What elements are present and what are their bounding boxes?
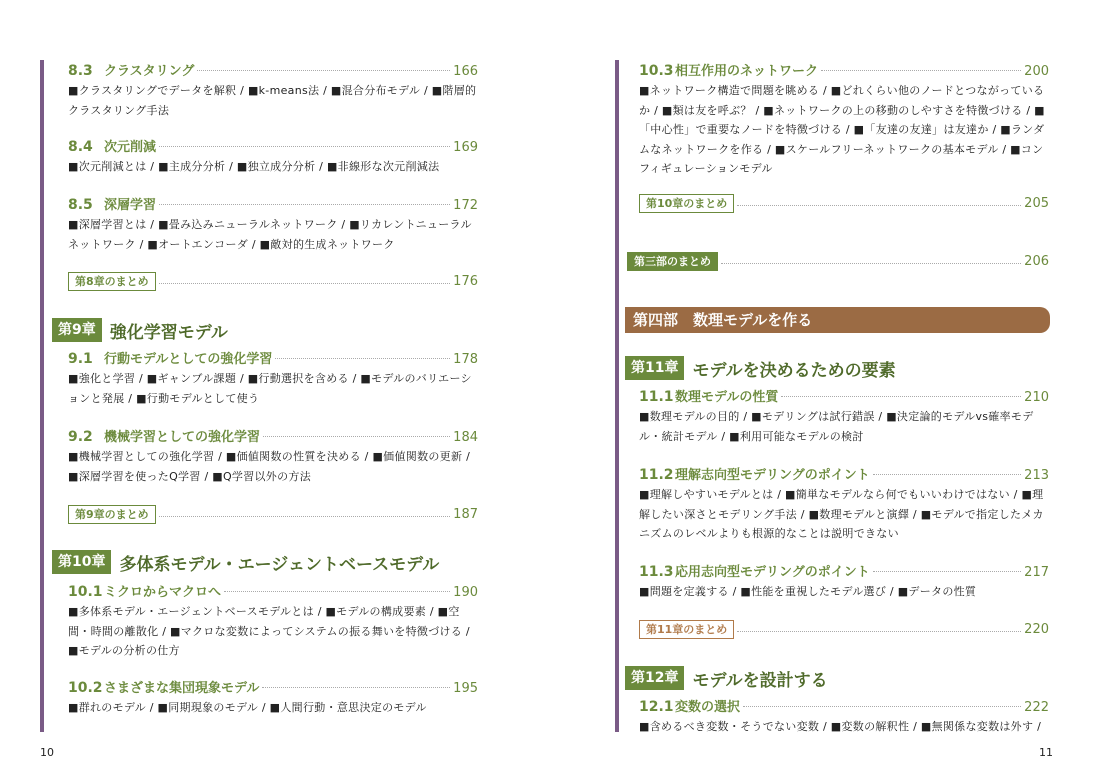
leader-dots <box>743 706 1021 707</box>
toc-section-8-3[interactable] <box>68 60 478 120</box>
section-topics: ■理解しやすいモデルとは / ■簡単なモデルなら何でもいいわけではない / ■理解したい深さとモデリング手法 / ■数理モデルと演繹 / ■モデルで指定したメカニズムのレベルよりも根源的なことは説明できない <box>639 488 1044 540</box>
summary-label: 第9章のまとめ <box>68 505 156 524</box>
toc-section-8-4[interactable] <box>68 136 478 177</box>
section-title: クラスタリング <box>104 64 195 79</box>
section-topics: ■深層学習とは / ■畳み込みニューラルネットワーク / ■リカレントニューラルネットワーク / ■オートエンコーダ / ■敵対的生成ネットワーク <box>68 218 472 251</box>
leader-dots <box>159 283 451 284</box>
leader-dots <box>262 687 450 688</box>
section-title: さまざまな集団現象モデル <box>104 681 260 696</box>
page-number: 169 <box>453 140 478 155</box>
page-number: 190 <box>453 585 478 600</box>
section-title: 理解志向型モデリングのポイント <box>675 468 870 483</box>
summary-part-3[interactable] <box>627 251 1049 271</box>
section-number: 12.1 <box>639 699 674 715</box>
leader-dots <box>224 591 450 592</box>
toc-section-8-5[interactable] <box>68 194 478 254</box>
folio-left: 10 <box>40 746 54 759</box>
page-number: 195 <box>453 681 478 696</box>
summary-label: 第11章のまとめ <box>639 620 734 639</box>
section-topics: ■ネットワーク構造で問題を眺める / ■どれくらい他のノードとつながっているか / ■類は友を呼ぶ？ / ■ネットワークの上の移動のしやすさを特徴づける / ■「中心性」で重要なノードを特徴づける / ■「友達の友達」は友達か / ■ランダムなネットワークを作る / ■スケールフリーネットワークの基本モデル / ■コンフィギュレーションモデル <box>639 84 1045 175</box>
chapter-heading-9[interactable] <box>52 317 228 343</box>
chapter-heading-10[interactable] <box>52 549 439 575</box>
leader-dots <box>275 358 450 359</box>
section-topics: ■強化と学習 / ■ギャンブル課題 / ■行動選択を含める / ■モデルのバリエーションと発展 / ■行動モデルとして使う <box>68 372 472 405</box>
section-topics: ■機械学習としての強化学習 / ■価値関数の性質を決める / ■価値関数の更新 / ■深層学習を使ったQ学習 / ■Q学習以外の方法 <box>68 450 471 483</box>
summary-label: 第8章のまとめ <box>68 272 156 291</box>
section-number: 10.1 <box>68 584 103 600</box>
section-topics: ■次元削減とは / ■主成分分析 / ■独立成分分析 / ■非線形な次元削減法 <box>68 160 440 173</box>
page-number: 213 <box>1024 468 1049 483</box>
chapter-label: 第11章 <box>625 356 684 380</box>
leader-dots <box>737 631 1021 632</box>
section-number: 8.4 <box>68 139 93 155</box>
page-number: 222 <box>1024 700 1049 715</box>
toc-section-9-2[interactable] <box>68 426 478 486</box>
page-number: 217 <box>1024 565 1049 580</box>
page-number: 220 <box>1024 621 1049 637</box>
section-topics: ■数理モデルの目的 / ■モデリングは試行錯誤 / ■決定論的モデルvs確率モデル・統計モデル / ■利用可能なモデルの検討 <box>639 410 1034 443</box>
section-topics: ■多体系モデル・エージェントベースモデルとは / ■モデルの構成要素 / ■空間・時間の離散化 / ■マクロな変数によってシステムの振る舞いを特徴づける / ■モデルの分析の仕方 <box>68 605 470 657</box>
section-title: 深層学習 <box>104 198 157 213</box>
chapter-label: 第12章 <box>625 666 684 690</box>
page-number: 176 <box>453 273 478 289</box>
section-number: 11.1 <box>639 389 674 405</box>
chapter-label: 第10章 <box>52 550 111 574</box>
section-topics: ■群れのモデル / ■同期現象のモデル / ■人間行動・意思決定のモデル <box>68 701 427 714</box>
section-title: ミクロからマクロへ <box>104 585 222 600</box>
toc-section-12-1[interactable] <box>639 696 1049 737</box>
section-number: 10.2 <box>68 680 103 696</box>
summary-chapter-11[interactable] <box>639 619 1049 639</box>
section-topics: ■問題を定義する / ■性能を重視したモデル選び / ■データの性質 <box>639 585 977 598</box>
section-number: 9.2 <box>68 429 93 445</box>
summary-label: 第10章のまとめ <box>639 194 734 213</box>
page-number: 187 <box>453 506 478 522</box>
page-number: 210 <box>1024 390 1049 405</box>
leader-dots <box>781 396 1021 397</box>
section-title: 行動モデルとしての強化学習 <box>104 352 273 367</box>
summary-chapter-10[interactable] <box>639 193 1049 213</box>
left-page-accent-bar <box>40 60 44 732</box>
page-number: 172 <box>453 198 478 213</box>
section-topics: ■クラスタリングでデータを解釈 / ■k-means法 / ■混合分布モデル / ■階層的クラスタリング手法 <box>68 84 477 117</box>
toc-section-11-3[interactable] <box>639 561 1049 602</box>
leader-dots <box>737 205 1021 206</box>
section-number: 10.3 <box>639 63 674 79</box>
section-topics: ■含めるべき変数・そうでない変数 / ■変数の解釈性 / ■無関係な変数は外す / <box>639 720 1042 733</box>
section-title: 変数の選択 <box>675 700 741 715</box>
leader-dots <box>159 516 451 517</box>
toc-section-10-3[interactable] <box>639 60 1049 179</box>
chapter-title: 強化学習モデル <box>109 322 228 343</box>
toc-section-11-1[interactable] <box>639 386 1049 446</box>
leader-dots <box>263 436 450 437</box>
leader-dots <box>821 70 1021 71</box>
chapter-heading-12[interactable] <box>625 665 828 691</box>
leader-dots <box>873 571 1021 572</box>
chapter-title: モデルを決めるための要素 <box>692 360 896 381</box>
section-title: 数理モデルの性質 <box>675 390 779 405</box>
right-page <box>547 0 1094 776</box>
toc-section-9-1[interactable] <box>68 348 478 408</box>
leader-dots <box>159 204 450 205</box>
section-title: 相互作用のネットワーク <box>675 64 819 79</box>
toc-section-10-2[interactable] <box>68 677 478 718</box>
leader-dots <box>197 70 450 71</box>
page-number: 206 <box>1024 253 1049 269</box>
part-heading-4[interactable]: 第四部 数理モデルを作る <box>625 307 1050 333</box>
toc-section-10-1[interactable] <box>68 581 478 661</box>
section-title: 機械学習としての強化学習 <box>104 430 261 445</box>
right-page-accent-bar <box>615 60 619 732</box>
section-title: 次元削減 <box>104 140 157 155</box>
toc-section-11-2[interactable] <box>639 464 1049 544</box>
chapter-title: モデルを設計する <box>692 670 828 691</box>
section-number: 11.3 <box>639 564 674 580</box>
section-number: 9.1 <box>68 351 93 367</box>
page-number: 166 <box>453 64 478 79</box>
page-number: 205 <box>1024 195 1049 211</box>
chapter-label: 第9章 <box>52 318 102 342</box>
chapter-title: 多体系モデル・エージェントベースモデル <box>119 554 440 575</box>
summary-label: 第三部のまとめ <box>627 252 718 271</box>
section-title: 応用志向型モデリングのポイント <box>675 565 870 580</box>
chapter-heading-11[interactable] <box>625 355 896 381</box>
section-number: 8.3 <box>68 63 93 79</box>
summary-chapter-9[interactable] <box>68 504 478 524</box>
leader-dots <box>721 263 1021 264</box>
leader-dots <box>873 474 1021 475</box>
leader-dots <box>159 146 450 147</box>
page-number: 200 <box>1024 64 1049 79</box>
page-number: 184 <box>453 430 478 445</box>
page-number: 178 <box>453 352 478 367</box>
summary-chapter-8[interactable] <box>68 271 478 291</box>
section-number: 8.5 <box>68 197 93 213</box>
folio-right: 11 <box>1039 746 1053 759</box>
section-number: 11.2 <box>639 467 674 483</box>
